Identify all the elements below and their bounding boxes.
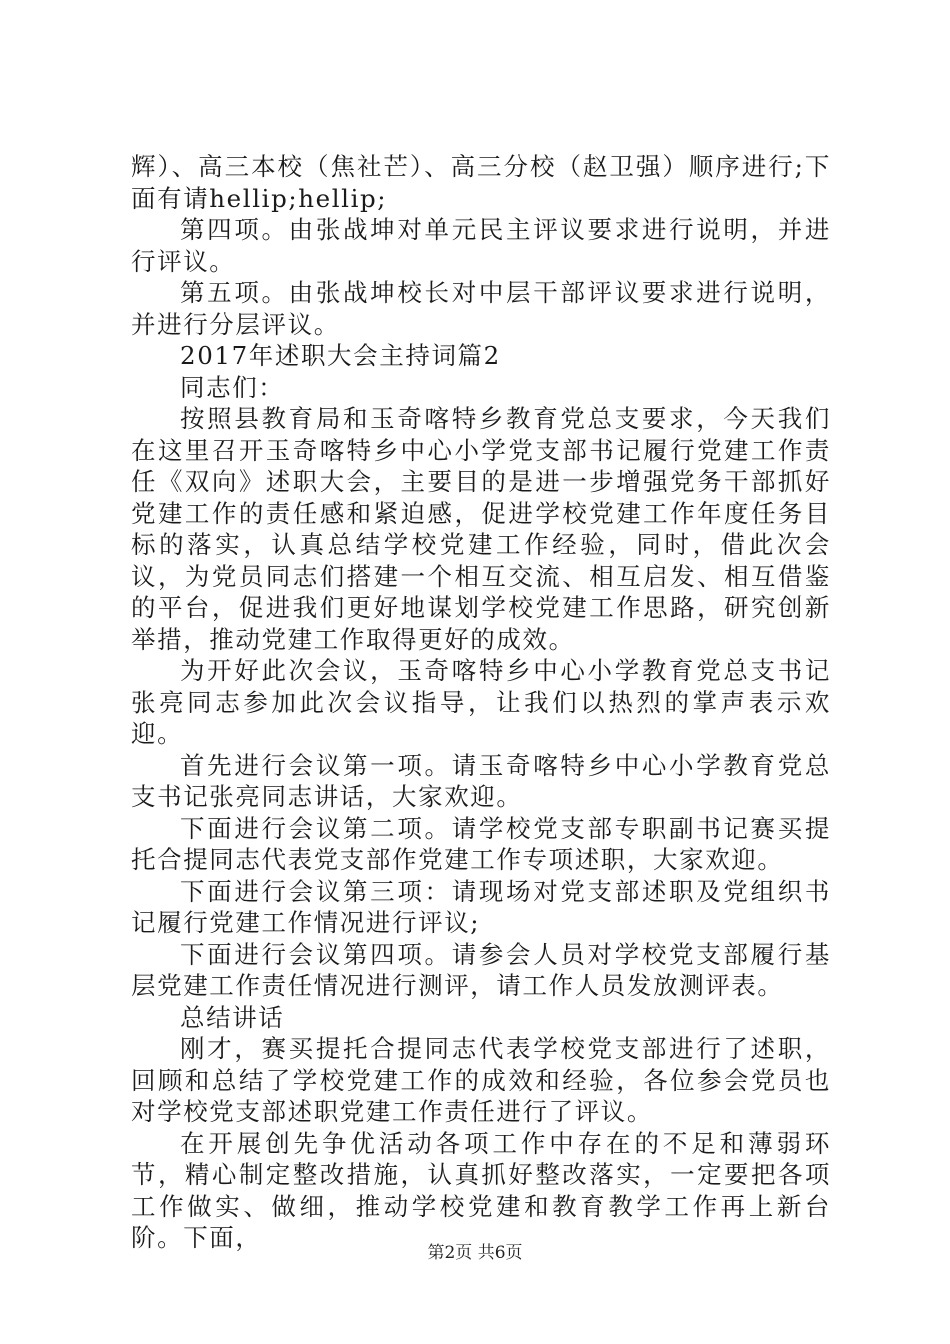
paragraph-agenda-one: 首先进行会议第一项。请玉奇喀特乡中心小学教育党总支书记张亮同志讲话，大家欢迎。 — [131, 750, 831, 811]
paragraph-salutation: 同志们： — [180, 372, 285, 402]
paragraph-summary-heading: 总结讲话 — [180, 1002, 285, 1032]
document-body — [131, 151, 831, 1254]
paragraph-agenda-four: 下面进行会议第四项。请参会人员对学校党支部履行基层党建工作责任情况进行测评，请工作人员发放测评表。 — [131, 939, 831, 1000]
paragraph-agenda-two: 下面进行会议第二项。请学校党支部专职副书记赛买提托合提同志代表党支部作党建工作专项述职，大家欢迎。 — [131, 813, 831, 874]
paragraph-item-five: 第五项。由张战坤校长对中层干部评议要求进行说明，并进行分层评议。 — [131, 278, 831, 339]
paragraph-continuation: 辉）、高三本校（焦社芒）、高三分校（赵卫强）顺序进行;下面有请hellip;hellip; — [131, 152, 831, 213]
paragraph-summary: 刚才，赛买提托合提同志代表学校党支部进行了述职，回顾和总结了学校党建工作的成效和经验，各位参会党员也对学校党支部述职党建工作责任进行了评议。 — [131, 1034, 831, 1126]
paragraph-welcome: 为开好此次会议，玉奇喀特乡中心小学教育党总支书记张亮同志参加此次会议指导，让我们以热烈的掌声表示欢迎。 — [131, 656, 831, 748]
paragraph-agenda-three: 下面进行会议第三项：请现场对党支部述职及党组织书记履行党建工作情况进行评议; — [131, 876, 831, 937]
section-heading: 2017年述职大会主持词篇2 — [180, 341, 501, 370]
paragraph-closing: 在开展创先争优活动各项工作中存在的不足和薄弱环节，精心制定整改措施，认真抓好整改落实，一定要把各项工作做实、做细，推动学校党建和教育教学工作再上新台阶。下面， — [131, 1128, 831, 1252]
paragraph-intro: 按照县教育局和玉奇喀特乡教育党总支要求，今天我们在这里召开玉奇喀特乡中心小学党支部书记履行党建工作责任《双向》述职大会，主要目的是进一步增强党务干部抓好党建工作的责任感和紧迫感，促进学校党建工作年度任务目标的落实，认真总结学校党建工作经验，同时，借此次会议，为党员同志们搭建一个相互交流、相互启发、相互借鉴的平台，促进我们更好地谋划学校党建工作思路，研究创新举措，推动党建工作取得更好的成效。 — [131, 404, 831, 654]
page-number-footer: 第2页 共6页 — [427, 1243, 523, 1263]
paragraph-item-four: 第四项。由张战坤对单元民主评议要求进行说明，并进行评议。 — [131, 215, 831, 276]
